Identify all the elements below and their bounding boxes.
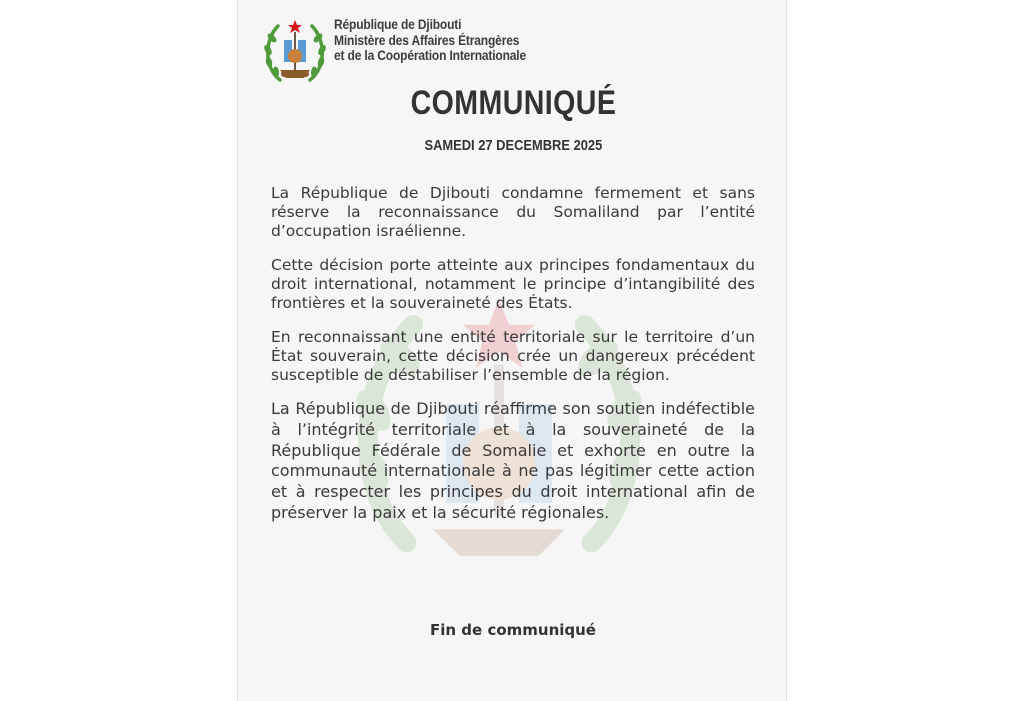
document-closing: Fin de communiqué xyxy=(430,621,596,639)
paragraph-4: La République de Djibouti réaffirme son soutien indéfectible à l’intégrité territoriale et à la souveraineté de la République Fédérale de Somalie et exhorte en outre la communauté internationale à ne pas légitimer cette action et à respecter les principes du droit international afin de préserver la paix et la sécurité régionales. xyxy=(271,399,755,522)
letterhead xyxy=(262,16,762,92)
ministry-line-2: et de la Coopération Internationale xyxy=(334,47,527,63)
communique-body xyxy=(271,184,755,524)
ministry-name xyxy=(334,17,526,64)
document-date xyxy=(238,137,787,155)
document-date-text: SAMEDI 27 DECEMBRE 2025 xyxy=(424,137,602,154)
paragraph-2: Cette décision porte atteinte aux principes fondamentaux du droit international, notamment le principe d’intangibilité des frontières et la souveraineté des États. xyxy=(271,256,755,312)
paragraph-1: La République de Djibouti condamne fermement et sans réserve la reconnaissance du Somaliland par l’entité d’occupation israélienne. xyxy=(271,184,755,240)
communique-page xyxy=(237,0,787,701)
document-title-text: COMMUNIQUÉ xyxy=(410,84,616,122)
paragraph-3: En reconnaissant une entité territoriale sur le territoire d’un État souverain, cette décision crée un dangereux précédent susceptible de déstabiliser l’ensemble de la région. xyxy=(271,328,755,384)
djibouti-emblem-icon xyxy=(262,16,328,88)
ministry-line: Ministère des Affaires Étrangères xyxy=(334,31,520,48)
country-name: République de Djibouti xyxy=(334,16,462,32)
document-title xyxy=(238,83,787,123)
